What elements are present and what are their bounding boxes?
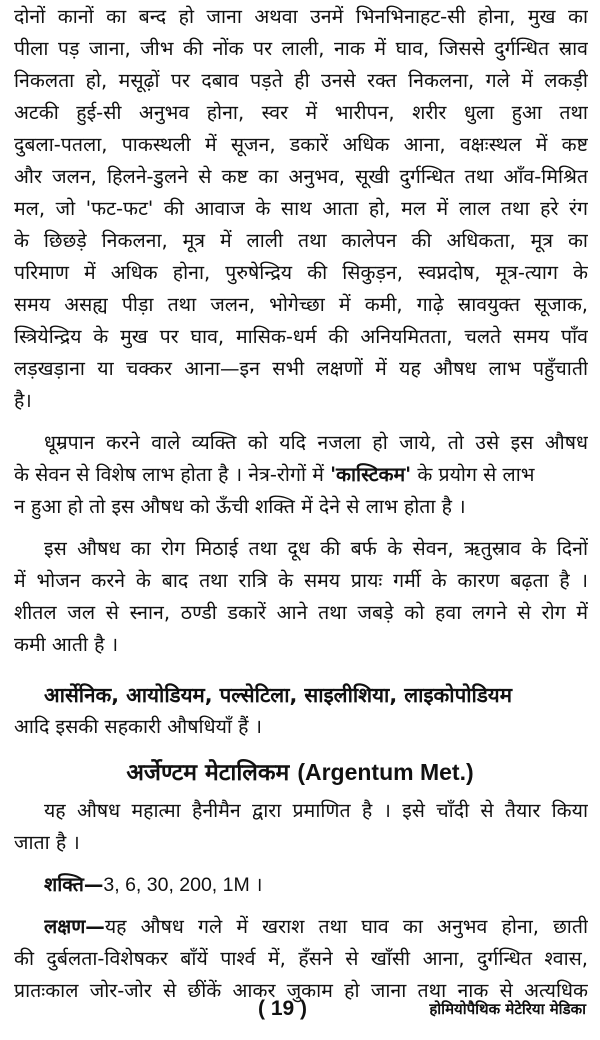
remedy-name: 'कास्टिकम' <box>330 463 412 486</box>
text-line: इस औषध का रोग मिठाई तथा दूध की बर्फ के सेवन, ऋतुस्राव के दिनों <box>44 537 588 560</box>
text-line: की दुर्बलता-विशेषकर बाँयें पार्श्व में, हँसने से खाँसी आना, दुर्गन्धित श्वास, <box>14 947 588 970</box>
text-line: शीतल जल से स्नान, ठण्डी डकारें आने तथा जबड़े को हवा लगने से रोग में <box>14 601 588 624</box>
text-line: दोनों कानों का बन्द हो जाना अथवा उनमें भिनभिनाहट-सी होना, मुख का <box>14 5 588 28</box>
symptoms-line <box>44 912 588 942</box>
text-line: स्त्रियेन्द्रिय के मुख पर घाव, मासिक-धर्म की अनियमितता, चलते समय पाँव <box>14 325 588 348</box>
book-title: होमियोपैथिक मेटेरिया मेडिका <box>429 1000 586 1018</box>
symptoms-label: लक्षण— <box>44 915 105 938</box>
potency-label: शक्ति— <box>44 873 104 896</box>
heading-english: (Argentum Met.) <box>297 759 474 785</box>
text-line: लड़खड़ाना या चक्कर आना—इन सभी लक्षणों में यह औषध लाभ पहुँचाती <box>14 357 588 380</box>
remedy-list: आर्सेनिक, आयोडियम, पल्सेटिला, साइलीशिया, लाइकोपोडियम <box>44 683 512 707</box>
text-line-mixed <box>14 460 588 490</box>
section-heading <box>0 756 600 789</box>
text-line: न हुआ हो तो इस औषध को ऊँची शक्ति में देने से लाभ होता है । <box>14 495 466 518</box>
heading-hindi: अर्जेण्टम मेटालिकम <box>126 760 298 786</box>
potency-line <box>44 870 588 900</box>
text-line: कमी आती है । <box>14 633 119 656</box>
text-line: है। <box>14 389 32 412</box>
potency-values: 3, 6, 30, 200, 1M । <box>103 874 263 896</box>
text-line: परिमाण में अधिक होना, पुरुषेन्द्रिय की सिकुड़न, स्वप्नदोष, मूत्र-त्याग के <box>14 261 588 284</box>
text-line: जाता है । <box>14 831 80 854</box>
page-footer <box>0 994 600 1024</box>
text-line: धूम्रपान करने वाले व्यक्ति को यदि नजला हो जाये, तो उसे इस औषध <box>44 431 588 454</box>
text-line: मल, जो 'फट-फट' की आवाज के साथ आता हो, मल में लाल तथा हरे रंग <box>14 197 588 220</box>
text-line: और जलन, हिलने-डुलने से कष्ट का अनुभव, सूखी दुर्गन्धित तथा आँव-मिश्रित <box>14 165 588 188</box>
text-line: समय असह्य पीड़ा तथा जलन, भोगेच्छा में कमी, गाढ़े स्रावयुक्त सूजाक, <box>14 293 588 316</box>
text-span: के प्रयोग से लाभ <box>411 463 535 486</box>
text-line: प्रातःकाल जोर-जोर से छींकें आकर जुकाम हो जाना तथा नाक से अत्यधिक <box>14 979 588 1002</box>
text-line: दुबला-पतला, पाकस्थली में सूजन, डकारें अधिक आना, वक्षःस्थल में कष्ट <box>14 133 588 156</box>
text-line: पीला पड़ जाना, जीभ की नोंक पर लाली, नाक में घाव, जिससे दुर्गन्धित स्राव <box>14 37 588 60</box>
text-line: के छिछड़े निकलना, मूत्र में लाली तथा कालेपन की अधिकता, मूत्र का <box>14 229 588 252</box>
text-line: में भोजन करने के बाद तथा रात्रि के समय प्रायः गर्मी के कारण बढ़ता है । <box>14 569 588 592</box>
page-number: ( 19 ) <box>258 997 308 1020</box>
text-line: निकलता हो, मसूढ़ों पर दबाव पड़ते ही उनसे रक्त निकलना, गले में लकड़ी <box>14 69 588 92</box>
text-line: अटकी हुई-सी अनुभव होना, स्वर में भारीपन, शरीर धुला हुआ तथा <box>14 101 588 124</box>
symptoms-text: यह औषध गले में खराश तथा घाव का अनुभव होना, छाती <box>104 915 588 938</box>
text-span: के सेवन से विशेष लाभ होता है । नेत्र-रोगों में <box>14 463 331 486</box>
text-line: आदि इसकी सहकारी औषधियाँ हैं । <box>14 715 263 738</box>
text-line: यह औषध महात्मा हैनीमैन द्वारा प्रमाणित है । इसे चाँदी से तैयार किया <box>44 799 588 822</box>
